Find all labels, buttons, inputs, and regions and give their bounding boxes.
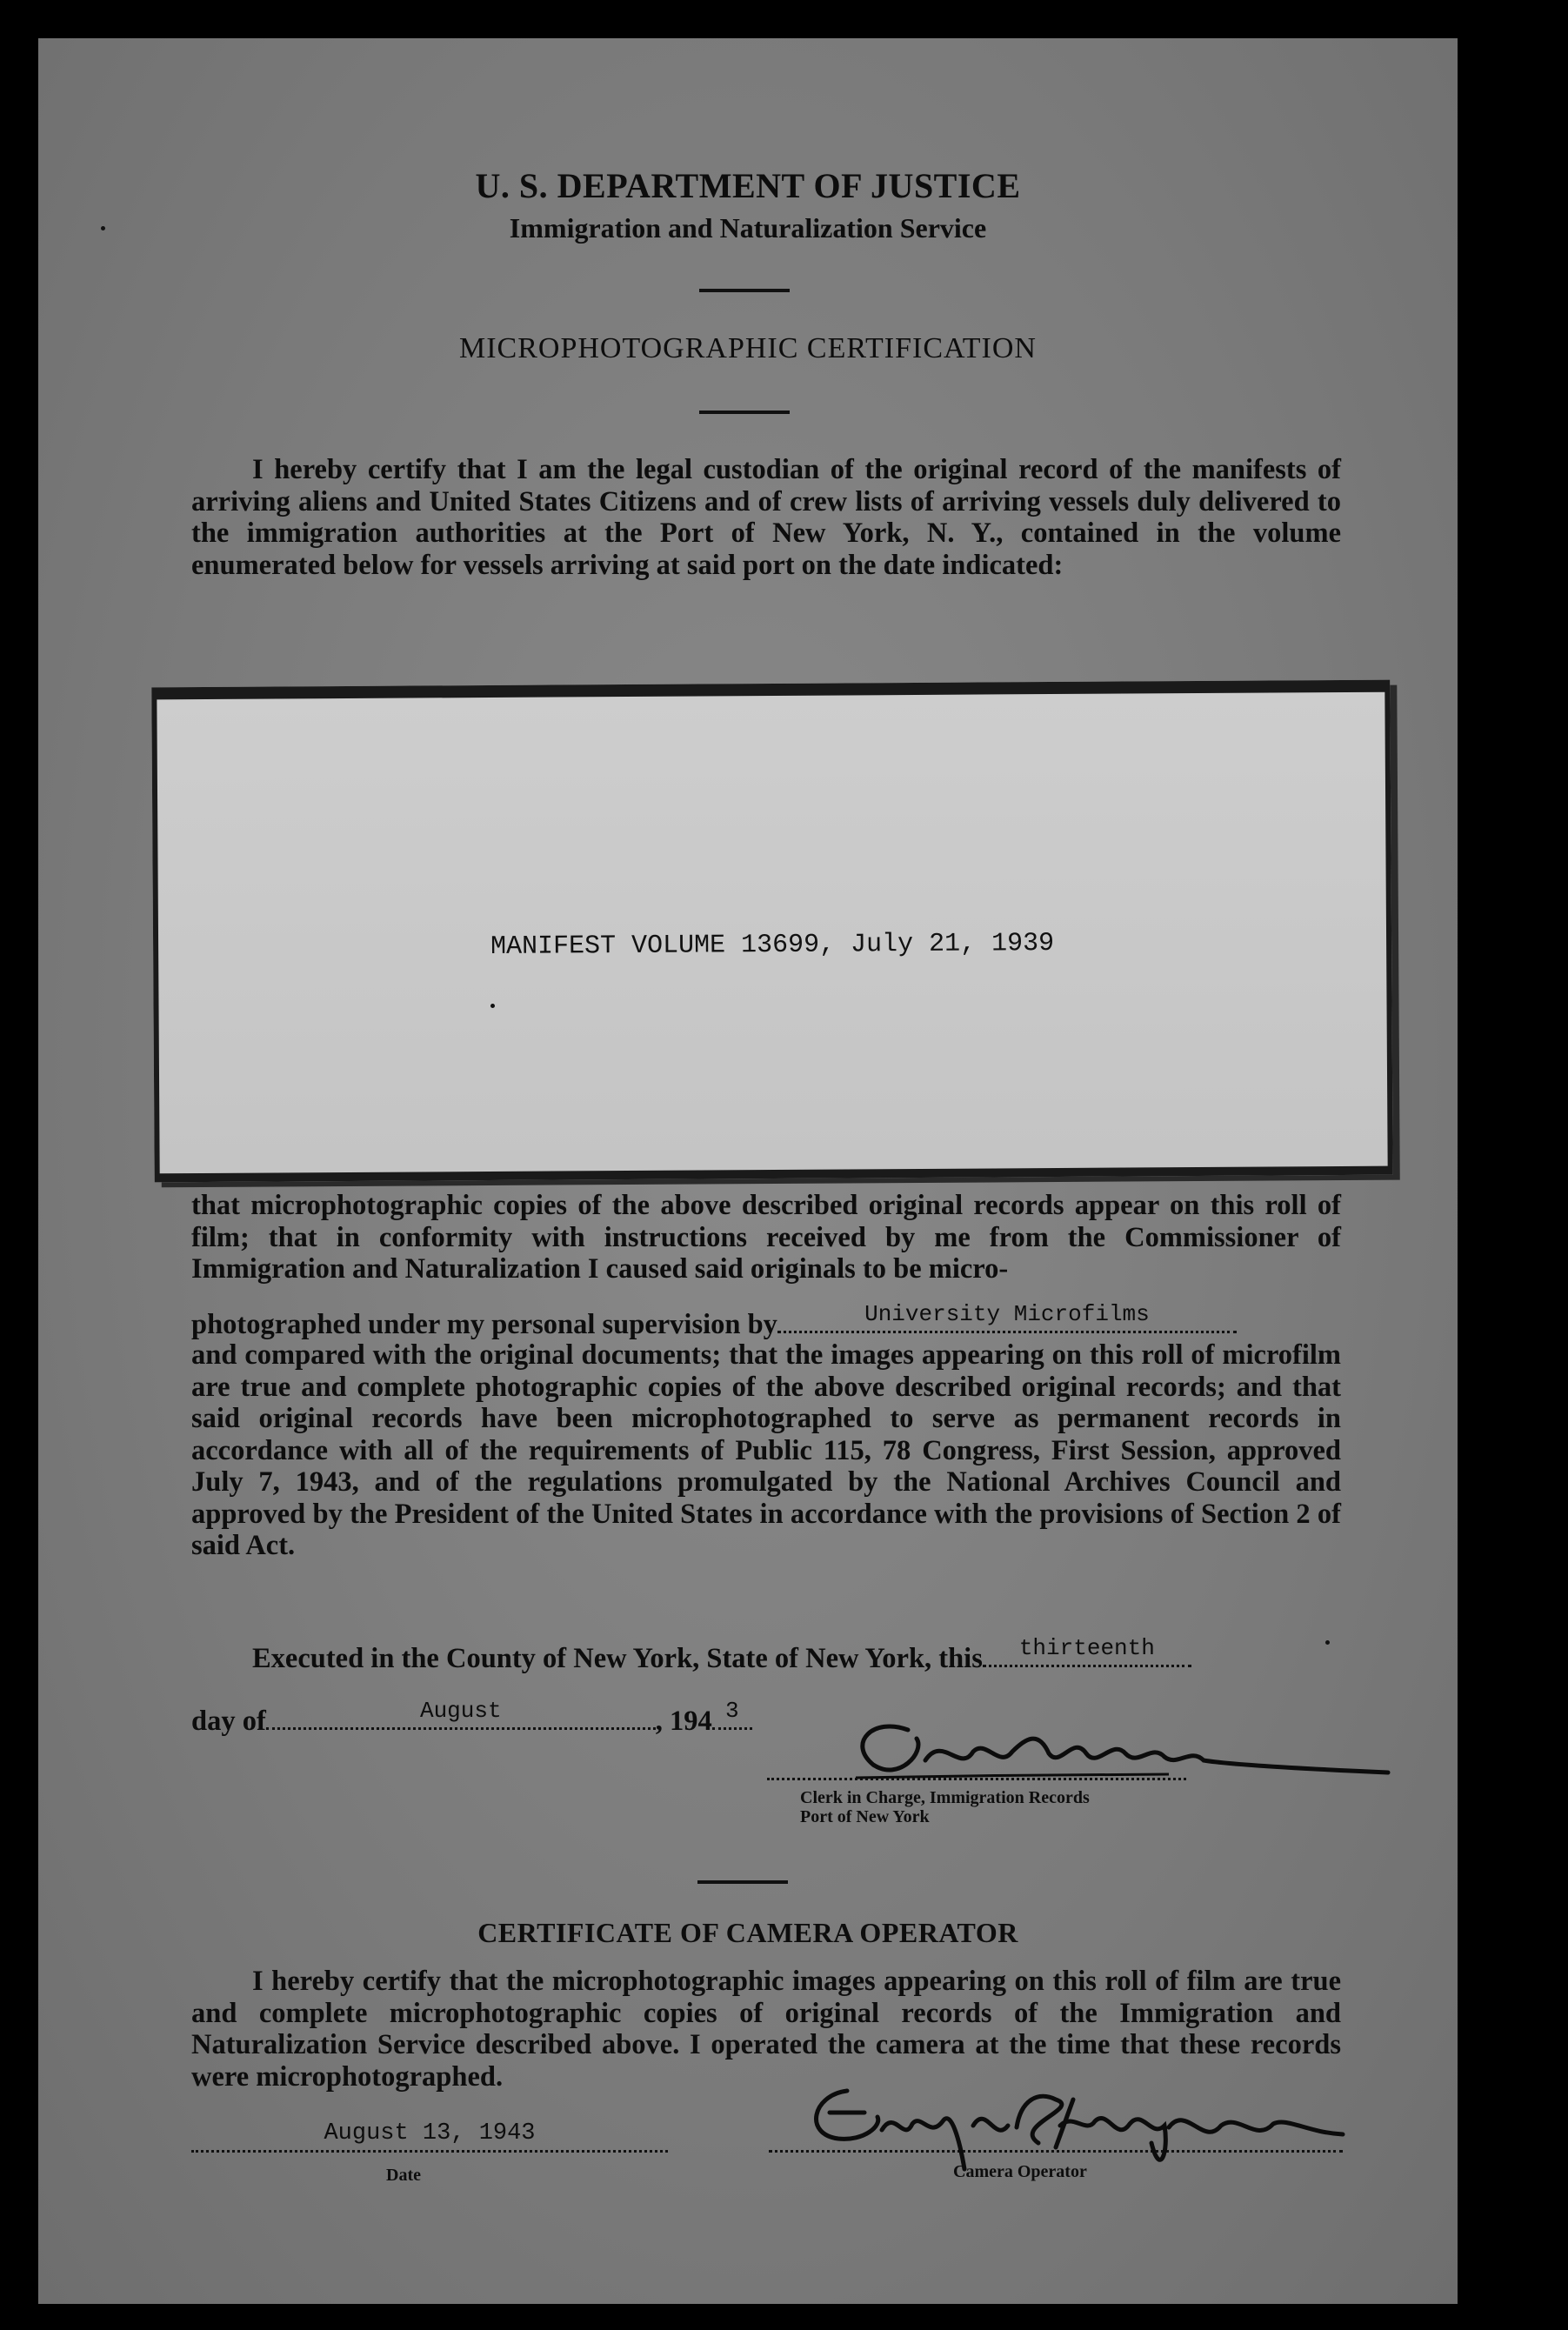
executed-day-value: thirteenth — [1018, 1635, 1155, 1661]
camera-date-field — [191, 2122, 668, 2153]
executed-day-field — [983, 1637, 1191, 1667]
volume-slip — [151, 680, 1392, 1183]
clerk-title: Clerk in Charge, Immigration Records Port of New York — [800, 1788, 1090, 1826]
speck — [490, 1004, 495, 1008]
month-value: August — [419, 1698, 502, 1724]
speck — [101, 226, 105, 230]
camera-operator-label: Camera Operator — [953, 2162, 1087, 2181]
certification-title: MICROPHOTOGRAPHIC CERTIFICATION — [458, 332, 1037, 364]
year-field — [712, 1699, 752, 1730]
speck — [1325, 1640, 1330, 1645]
camera-paragraph: I hereby certify that the microphotographic images appearing on this roll of film are true and complete microphotographic copies of original records of the Immigration and Naturalization Service described above. I operated the camera at the time that these records were microphotographed. — [191, 1966, 1341, 2093]
body-paragraph-start: that microphotographic copies of the above described original records appear on this roll of film; that in conformity with instructions received by me from the Commissioner of Immigration and Naturalization I caused said originals to be micro- — [191, 1190, 1341, 1285]
photographed-by-field — [777, 1303, 1237, 1333]
year-prefix: 194 — [670, 1706, 712, 1737]
service-subheading: Immigration and Naturalization Service — [509, 212, 987, 244]
divider — [697, 1880, 788, 1884]
volume-slip-text: MANIFEST VOLUME 13699, July 21, 1939 — [490, 929, 1055, 962]
month-field — [266, 1699, 656, 1730]
executed-label: Executed in the County of New York, State of New York, this — [252, 1643, 983, 1674]
day-of-line: day of August , 194 3 — [191, 1699, 752, 1738]
department-heading: U. S. DEPARTMENT OF JUSTICE — [475, 166, 1021, 205]
photographed-by-label: photographed under my personal supervision by — [191, 1309, 777, 1340]
year-suffix: 3 — [724, 1698, 739, 1724]
camera-date-value: August 13, 1943 — [324, 2120, 536, 2146]
photographed-by-value: University Microfilms — [864, 1301, 1150, 1327]
divider — [699, 411, 790, 414]
camera-certificate-title: CERTIFICATE OF CAMERA OPERATOR — [477, 1917, 1018, 1948]
camera-date-label: Date — [386, 2166, 421, 2185]
executed-line — [252, 1637, 1191, 1675]
intro-paragraph: I hereby certify that I am the legal custodian of the original record of the manifests of arriving aliens and United States Citizens and of crew lists of arriving vessels duly delivered to the immigration authorities at the Port of New York, N. Y., contained in the volume enumerated below for vessels arriving at said port on the date indicated: — [191, 454, 1341, 581]
clerk-signature — [821, 1699, 1395, 1795]
certificate-page — [38, 38, 1458, 2304]
day-of-label: day of — [191, 1706, 266, 1737]
divider — [699, 289, 790, 292]
photographed-by-line — [191, 1303, 1237, 1341]
body-paragraph-rest: and compared with the original documents; that the images appearing on this roll of microfilm are true and complete photographic copies of the above described original records; and that said original records have been microphotographed to serve as permanent records in accordance with all of the requirements of Public 115, 78 Congress, First Session, approved July 7, 1943, and of the regulations promulgated by the National Archives Council and approved by the President of the United States in accordance with the provisions of Section 2 of said Act. — [191, 1339, 1341, 1561]
